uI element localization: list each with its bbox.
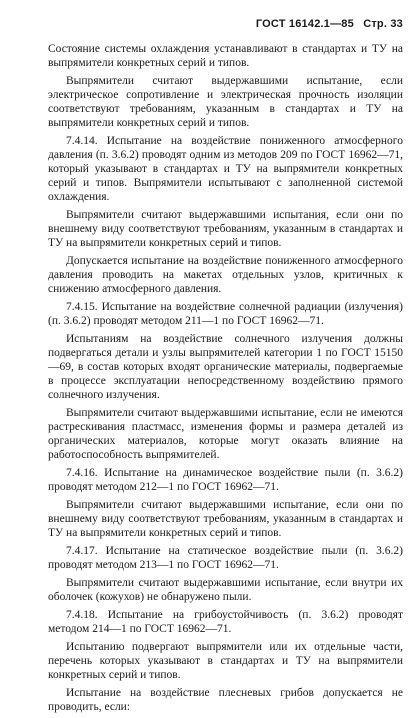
paragraph: 7.4.14. Испытание на воздействие пониженного атмосферного давления (п. 3.6.2) проводят одним из методов 209 по ГОСТ 16962—71, который указывают в стандартах и ТУ на выпрямители конкретных серий и типов. Выпрямители испытывают с заполненной системой охлаждения. [48, 135, 403, 203]
paragraph: Допускается испытание на воздействие пониженного атмосферного давления проводить на макетах отдельных узлов, критичных к снижению атмосферного давления. [48, 255, 403, 295]
paragraph: Испытание на воздействие плесневых грибов допускается не проводить, если: [48, 687, 403, 713]
standard-number: ГОСТ 16142.1—85 [255, 18, 354, 30]
document-body [48, 42, 403, 718]
paragraph: Выпрямители считают выдержавшими испытания, если они по внешнему виду соответствуют требованиям, указанным в стандартах и ТУ на выпрямители конкретных серий и типов. [48, 209, 403, 249]
paragraph: Испытанию подвергают выпрямители или их отдельные части, перечень которых указывают в стандартах и ТУ на выпрямители конкретных серий и типов. [48, 641, 403, 681]
paragraph: 7.4.15. Испытание на воздействие солнечной радиации (излучения) (п. 3.6.2) проводят методом 211—1 по ГОСТ 16962—71. [48, 301, 403, 327]
page-header [256, 18, 403, 30]
page-number: Стр. 33 [363, 18, 403, 30]
paragraph: Выпрямители считают выдержавшими испытание, если они по внешнему виду соответствуют требованиям, указанным в стандартах и ТУ на выпрямители конкретных серий и типов. [48, 499, 403, 539]
paragraph: Выпрямители считают выдержавшими испытание, если не имеются растрескивания пластмасс, изменения формы и размера деталей из органических материалов, которые могут оказать влияние на работоспособность выпрямителей. [48, 407, 403, 461]
paragraph: Выпрямители считают выдержавшими испытание, если внутри их оболочек (кожухов) не обнаружено пыли. [48, 577, 403, 603]
paragraph: Испытаниям на воздействие солнечного излучения должны подвергаться детали и узлы выпрямителей категории 1 по ГОСТ 15150—69, в состав которых входят органические материалы, подвергаемые в процессе эксплуатации непосредственному воздействию прямого солнечного излучения. [48, 333, 403, 401]
paragraph: Выпрямители считают выдержавшими испытание, если электрическое сопротивление и электрическая прочность изоляции соответствуют требованиям, указанным в стандартах и ТУ на выпрямители конкретных серий и типов. [48, 75, 403, 129]
paragraph: 7.4.17. Испытание на статическое воздействие пыли (п. 3.6.2) проводят методом 213—1 по ГОСТ 16962—71. [48, 545, 403, 571]
paragraph: 7.4.18. Испытание на грибоустойчивость (п. 3.6.2) проводят методом 214—1 по ГОСТ 16962—71. [48, 609, 403, 635]
paragraph: 7.4.16. Испытание на динамическое воздействие пыли (п. 3.6.2) проводят методом 212—1 по ГОСТ 16962—71. [48, 467, 403, 493]
paragraph: Состояние системы охлаждения устанавливают в стандартах и ТУ на выпрямители конкретных серий и типов. [48, 43, 403, 69]
